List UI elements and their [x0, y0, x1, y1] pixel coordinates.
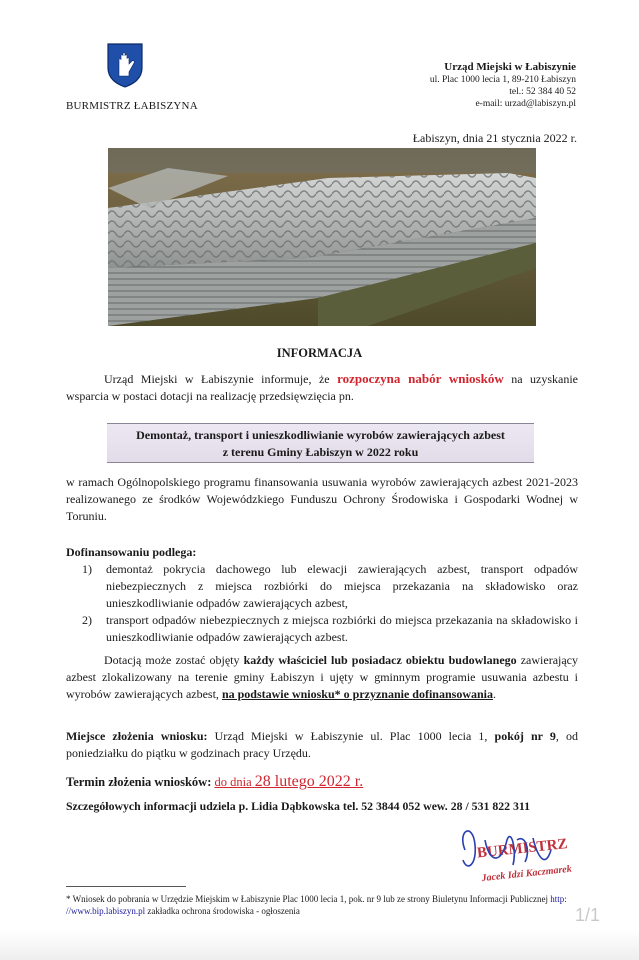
eligibility-text-2: zawierający azbest zlokalizowany na terenie gminy Łabiszyn i ujęty w gminnym programie usuwania azbestu i wyrobów zawierających azbest, — [66, 653, 579, 701]
office-address: ul. Plac 1000 lecia 1, 89-210 Łabiszyn — [429, 75, 576, 85]
page-number: 1/1 — [575, 905, 601, 925]
footnote-separator — [66, 886, 186, 887]
office-email: e-mail: urzad@labiszyn.pl — [475, 99, 576, 109]
coat-of-arms-icon — [106, 42, 144, 88]
contact-line: Szczegółowych informacji udziela p. Lidia Dąbkowska tel. 52 3844 052 wew. 28 / 531 822 311 — [66, 799, 531, 813]
office-address-block — [430, 60, 576, 110]
document-date: Łabiszyn, dnia 21 stycznia 2022 r. — [412, 131, 577, 145]
place-text-2: , od poniedziałku do piątku w godzinach pracy Urzędu. — [66, 729, 578, 760]
footnote-text-2: zakładka ochrona środowiska - ogłoszenia — [147, 906, 300, 916]
financing-title: Dofinansowaniu podlega: — [66, 545, 197, 559]
financing-item-2 — [66, 612, 578, 646]
mayor-stamp-signature — [455, 810, 605, 900]
eligibility-text-1: Dotacją może zostać objęty — [104, 653, 240, 667]
mayor-label: BURMISTRZ ŁABISZYNA — [66, 100, 198, 112]
office-phone: tel.: 52 384 40 52 — [509, 87, 576, 97]
footnote — [66, 893, 576, 917]
deadline-line — [66, 773, 578, 791]
deadline-prefix: do dnia — [214, 775, 252, 789]
place-room: pokój nr 9 — [494, 729, 556, 743]
deadline-label: Termin złożenia wniosków: — [66, 775, 212, 789]
footnote-text-1: * Wniosek do pobrania w Urzędzie Miejskim w Łabiszynie Plac 1000 lecia 1, pok. nr 9 lub ze strony Biuletynu Informacji Publicznej — [66, 894, 548, 904]
place-label: Miejsce złożenia wniosku: — [66, 729, 208, 743]
office-name: Urząd Miejski w Łabiszynie — [444, 61, 576, 73]
financing-item-1 — [66, 561, 578, 612]
financing-item-1-number: 1) — [82, 562, 92, 576]
financing-item-2-number: 2) — [82, 613, 92, 627]
eligibility-end: . — [493, 687, 496, 701]
project-title-line-2: z terenu Gminy Łabiszyn w 2022 roku — [222, 445, 419, 459]
intro-highlight: rozpoczyna nabór wniosków — [337, 371, 504, 386]
eligibility-underlined: na podstawie wniosku* o przyznanie dofinansowania — [221, 687, 493, 701]
deadline-value — [215, 775, 364, 789]
stamp-title: BURMISTRZ — [476, 836, 569, 862]
page-bottom-edge — [0, 930, 639, 960]
program-paragraph: w ramach Ogólnopolskiego programu finansowania usuwania wyrobów zawierających azbest 2021-2023 realizowanego ze środków Wojewódzkiego Funduszu Ochrony Środowiska i Gospodarki Wodnej w Toruniu. — [66, 475, 578, 523]
deadline-date: 28 lutego 2022 r. — [254, 773, 364, 790]
eligibility-paragraph — [66, 652, 578, 703]
project-title-line-1: Demontaż, transport i unieszkodliwianie wyrobów zawierających azbest — [136, 428, 505, 442]
financing-item-2-text: transport odpadów niebezpiecznych z miejsca rozbiórki do miejsca przekazania na składowisko i unieszkodliwianie odpadów zawierających azbest. — [106, 613, 578, 644]
project-title-box — [107, 423, 534, 463]
financing-item-1-text: demontaż pokrycia dachowego lub elewacji zawierających azbest, transport odpadów niebezpiecznych z miejsca rozbiórki do miejsca przekazania na składowisko oraz unieszkodliwianie odpadów zawierających azbest, — [106, 562, 578, 610]
intro-text-1: Urząd Miejski w Łabiszynie informuje, że — [104, 372, 330, 386]
notice-heading: INFORMACJA — [276, 346, 363, 360]
asbestos-sheets-photo — [108, 148, 536, 326]
eligibility-bold: każdy właściciel lub posiadacz obiektu budowlanego — [243, 653, 517, 667]
intro-text-2: na uzyskanie wsparcia w postaci dotacji na realizację przedsięwzięcia pn. — [66, 372, 578, 403]
bip-link[interactable]: http: //www.bip.labiszyn.pl — [66, 894, 567, 916]
stamp-name: Jacek Idzi Kaczmarek — [481, 863, 573, 885]
place-paragraph — [66, 728, 578, 762]
intro-paragraph — [66, 370, 578, 405]
place-text-1: Urząd Miejski w Łabiszynie ul. Plac 1000 lecia 1, — [214, 729, 488, 743]
financing-list — [66, 561, 578, 646]
